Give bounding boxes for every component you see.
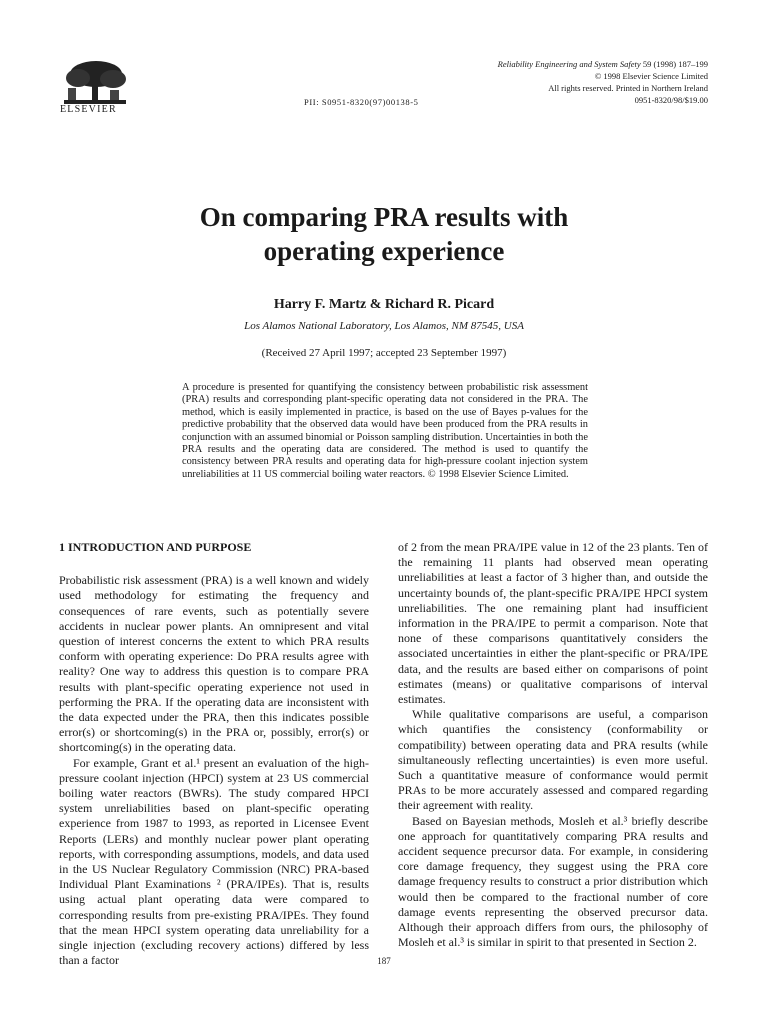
paragraph: Probabilistic risk assessment (PRA) is a well known and widely used methodology for estimating the frequency and consequences of rare events, such as potentially severe accidents in nuclear power plants. An omnipresent and vital question of interest concerns the extent to which PRA results conform with operating experience: Do PRA results agree with reality? One way to address this question is to compare PRA results with plant-specific operating experience not used in performing the PRA. If the operating data are inconsistent with the data expected under the PRA, then this indicates possible error(s) or shortcoming(s) in the PRA or, possibly, error(s) or shortcoming(s) in the operating data.	[59, 573, 369, 755]
paragraph: For example, Grant et al.¹ present an evaluation of the high-pressure coolant injection (HPCI) system at 23 US commercial boiling water reactors (BWRs). The study compared HPCI system unreliabilities based on plant-specific operating experience from 1987 to 1993, as reported in Licensee Event Reports (LERs) and monthly nuclear power plant operating reports, with corresponding assumptions, models, and data used in the US Nuclear Regulatory Commission (NRC) PRA-based Individual Plant Examinations ² (PRA/IPEs). That is, results using actual plant operating data were compared to corresponding results from pre-existing PRA/IPEs. They found that the mean HPCI system operating data unreliability for a single injection (excluding recovery actions) differed by less than a factor	[59, 755, 369, 968]
issn-line: 0951-8320/98/$19.00	[634, 95, 708, 105]
journal-name: Reliability Engineering and System Safety	[497, 59, 641, 69]
journal-citation	[498, 58, 708, 70]
section-heading: 1 INTRODUCTION AND PURPOSE	[59, 540, 252, 554]
authors: Harry F. Martz & Richard R. Picard	[273, 297, 495, 312]
journal-issue: 59 (1998) 187–199	[640, 59, 708, 69]
title-line: On comparing PRA results with	[199, 202, 569, 232]
copyright-line: © 1998 Elsevier Science Limited	[594, 71, 708, 81]
affiliation: Los Alamos National Laboratory, Los Alamos, NM 87545, USA	[244, 320, 524, 332]
paragraph: Based on Bayesian methods, Mosleh et al.³ briefly describe one approach for quantitatively comparing PRA results and accident sequence precursor data. For example, in considering core damage frequency, they suggest using the PRA core damage frequency results to construct a prior distribution which would then be compared to the fractional number of core damage events representing the observed precursor data. Although their approach differs from ours, the philosophy of Mosleh et al.³ is similar in spirit to that presented in Section 2.	[398, 813, 708, 950]
received-dates: (Received 27 April 1997; accepted 23 September 1997)	[261, 347, 507, 359]
journal-info	[498, 58, 708, 106]
title-line: operating experience	[263, 236, 505, 266]
rights-line: All rights reserved. Printed in Northern Ireland	[548, 83, 708, 93]
page-number: 187	[377, 956, 391, 966]
publisher-name: ELSEVIER	[60, 104, 117, 115]
paragraph: of 2 from the mean PRA/IPE value in 12 of the 23 plants. Ten of the remaining 11 plants had observed mean operating unreliabilities at least a factor of 3 higher than, and outside the uncertainty bounds of, the plant-specific PRA/IPE HPCI system unreliabilities. The one remaining plant had insufficient information in the PRA/IPE to permit a comparison. Note that none of these comparisons quantitatively considers the associated uncertainties in either the plant-specific or PRA/IPE data, and the results are based either on comparisons of point estimates (means) or qualitative comparisons of interval estimates.	[398, 540, 708, 707]
right-column	[398, 540, 708, 950]
abstract: A procedure is presented for quantifying the consistency between probabilistic risk assessment (PRA) results and corresponding plant-specific operating data not considered in the PRA. The method, which is easily implemented in practice, is based on the use of Bayes p-values for the predictive probability that the observed data would have been produced from the PRA results in conjunction with an assumed binomial or Poisson sampling distribution. Uncertainties in both the PRA results and the operating data are considered. The method is used to quantify the consistency between PRA results and operating data for high-pressure coolant injection system unreliabilities at 11 US commercial boiling water reactors. © 1998 Elsevier Science Limited.	[182, 382, 588, 480]
paragraph: While qualitative comparisons are useful, a comparison which quantifies the consistency (conformability or compatibility) between operating data and PRA results (while simultaneously reflecting uncertainties) is even more useful. Such a quantitative measure of conformance would permit PRAs to be more accurately assessed and compared regarding their agreement with reality.	[398, 707, 708, 813]
left-column	[59, 540, 369, 968]
article-title	[0, 200, 768, 268]
pii-code: PII: S0951-8320(97)00138-5	[304, 97, 419, 107]
